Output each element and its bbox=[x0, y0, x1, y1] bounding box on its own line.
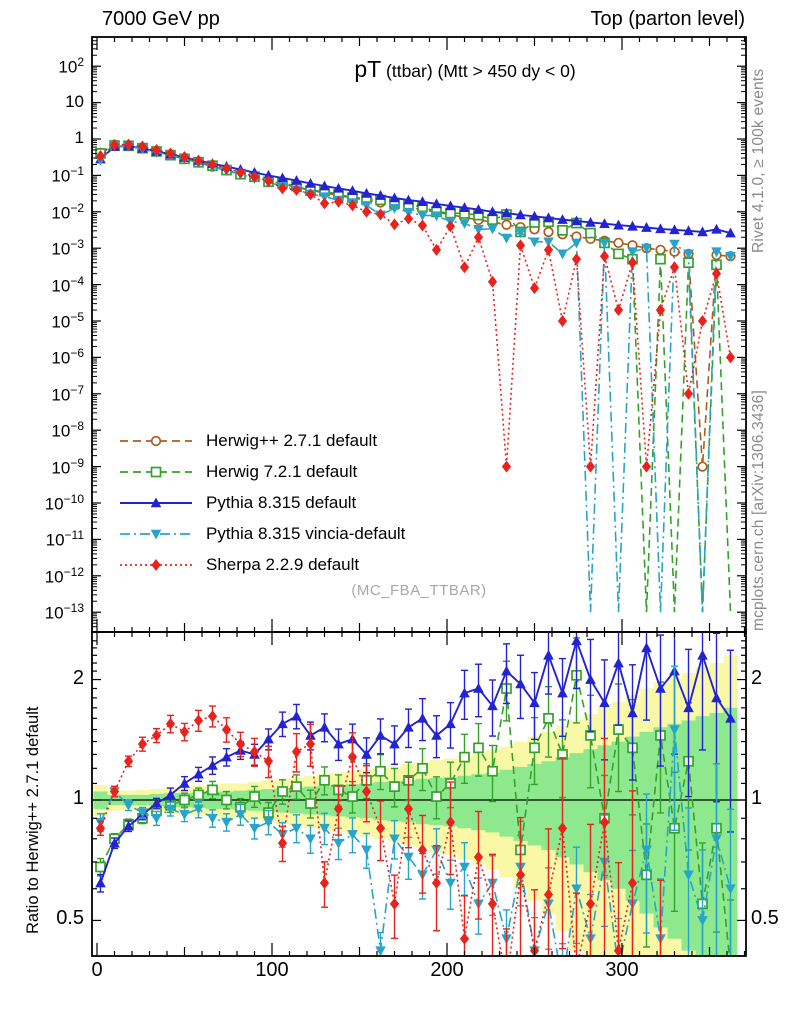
ratio-y-tick-label-left: 0.5 bbox=[56, 907, 84, 930]
legend-label: Pythia 8.315 default bbox=[206, 492, 357, 512]
plot-title-cuts: (ttbar) (Mtt > 450 dy < 0) bbox=[381, 61, 576, 81]
plot-title-observable: pT bbox=[354, 56, 382, 82]
rivet-version-note: Rivet 4.1.0, ≥ 100k events bbox=[750, 68, 767, 253]
analysis-watermark: (MC_FBA_TTBAR) bbox=[351, 582, 487, 599]
ratio-y-tick-label-right: 0.5 bbox=[751, 907, 779, 930]
legend-label: Sherpa 2.2.9 default bbox=[206, 554, 360, 574]
ratio-y-tick-label-left: 2 bbox=[72, 666, 84, 689]
main-y-tick-label: $10^{-3}$ bbox=[51, 237, 84, 259]
legend bbox=[118, 425, 405, 580]
legend-sample-herwig7-icon bbox=[118, 463, 196, 481]
legend-label: Herwig++ 2.7.1 default bbox=[206, 430, 378, 450]
legend-entry-herwigpp bbox=[118, 425, 405, 456]
main-y-tick-label: $10^{-9}$ bbox=[51, 455, 84, 478]
main-y-tick-label: $10^{-5}$ bbox=[51, 310, 84, 332]
x-tick-label: 200 bbox=[430, 959, 464, 981]
main-y-tick-label: $10^{-4}$ bbox=[51, 273, 84, 296]
x-tick-label: 0 bbox=[91, 959, 103, 981]
x-tick-label: 100 bbox=[255, 959, 289, 981]
legend-entry-herwig7 bbox=[118, 456, 405, 487]
legend-sample-pythia-icon bbox=[118, 494, 196, 512]
legend-entry-sherpa bbox=[118, 549, 405, 580]
ratio-y-tick-label-left: 1 bbox=[72, 787, 84, 809]
main-y-tick-label: $10^{-2}$ bbox=[51, 200, 84, 223]
legend-entry-pythia-default bbox=[118, 487, 405, 518]
ratio-axis-label: Ratio to Herwig++ 2.7.1 default bbox=[24, 706, 42, 934]
legend-label: Pythia 8.315 vincia-default bbox=[206, 523, 406, 543]
main-y-tick-label: 10 bbox=[65, 91, 84, 111]
main-y-tick-label: 1 bbox=[74, 128, 84, 147]
main-y-tick-label: $10^{-11}$ bbox=[45, 528, 84, 551]
main-y-tick-label: $10^{-7}$ bbox=[51, 382, 84, 405]
plot-title bbox=[115, 56, 786, 83]
main-y-tick-label: $10^{-6}$ bbox=[51, 346, 84, 369]
x-tick-label: 300 bbox=[605, 959, 639, 981]
legend-sample-vincia-icon bbox=[118, 525, 196, 543]
mcplots-reference-note: mcplots.cern.ch [arXiv:1306.3436] bbox=[750, 390, 767, 631]
legend-sample-sherpa-icon bbox=[118, 556, 196, 574]
main-y-tick-label: $10^{-13}$ bbox=[44, 601, 84, 623]
ratio-y-tick-label-right: 2 bbox=[751, 666, 763, 689]
header-beam-label: 7000 GeV pp bbox=[102, 8, 220, 30]
legend-label: Herwig 7.2.1 default bbox=[206, 461, 358, 481]
legend-entry-pythia-vincia bbox=[118, 518, 405, 549]
main-y-tick-label: $10^{-1}$ bbox=[51, 164, 84, 187]
main-y-tick-label: $10^2$ bbox=[58, 55, 84, 77]
header-process-label: Top (parton level) bbox=[590, 8, 745, 30]
legend-sample-herwigpp-icon bbox=[118, 432, 196, 450]
main-y-tick-label: $10^{-12}$ bbox=[44, 564, 84, 587]
main-y-tick-label: $10^{-8}$ bbox=[51, 419, 84, 441]
main-y-tick-label: $10^{-10}$ bbox=[44, 492, 84, 514]
ratio-y-tick-label-right: 1 bbox=[751, 787, 763, 809]
